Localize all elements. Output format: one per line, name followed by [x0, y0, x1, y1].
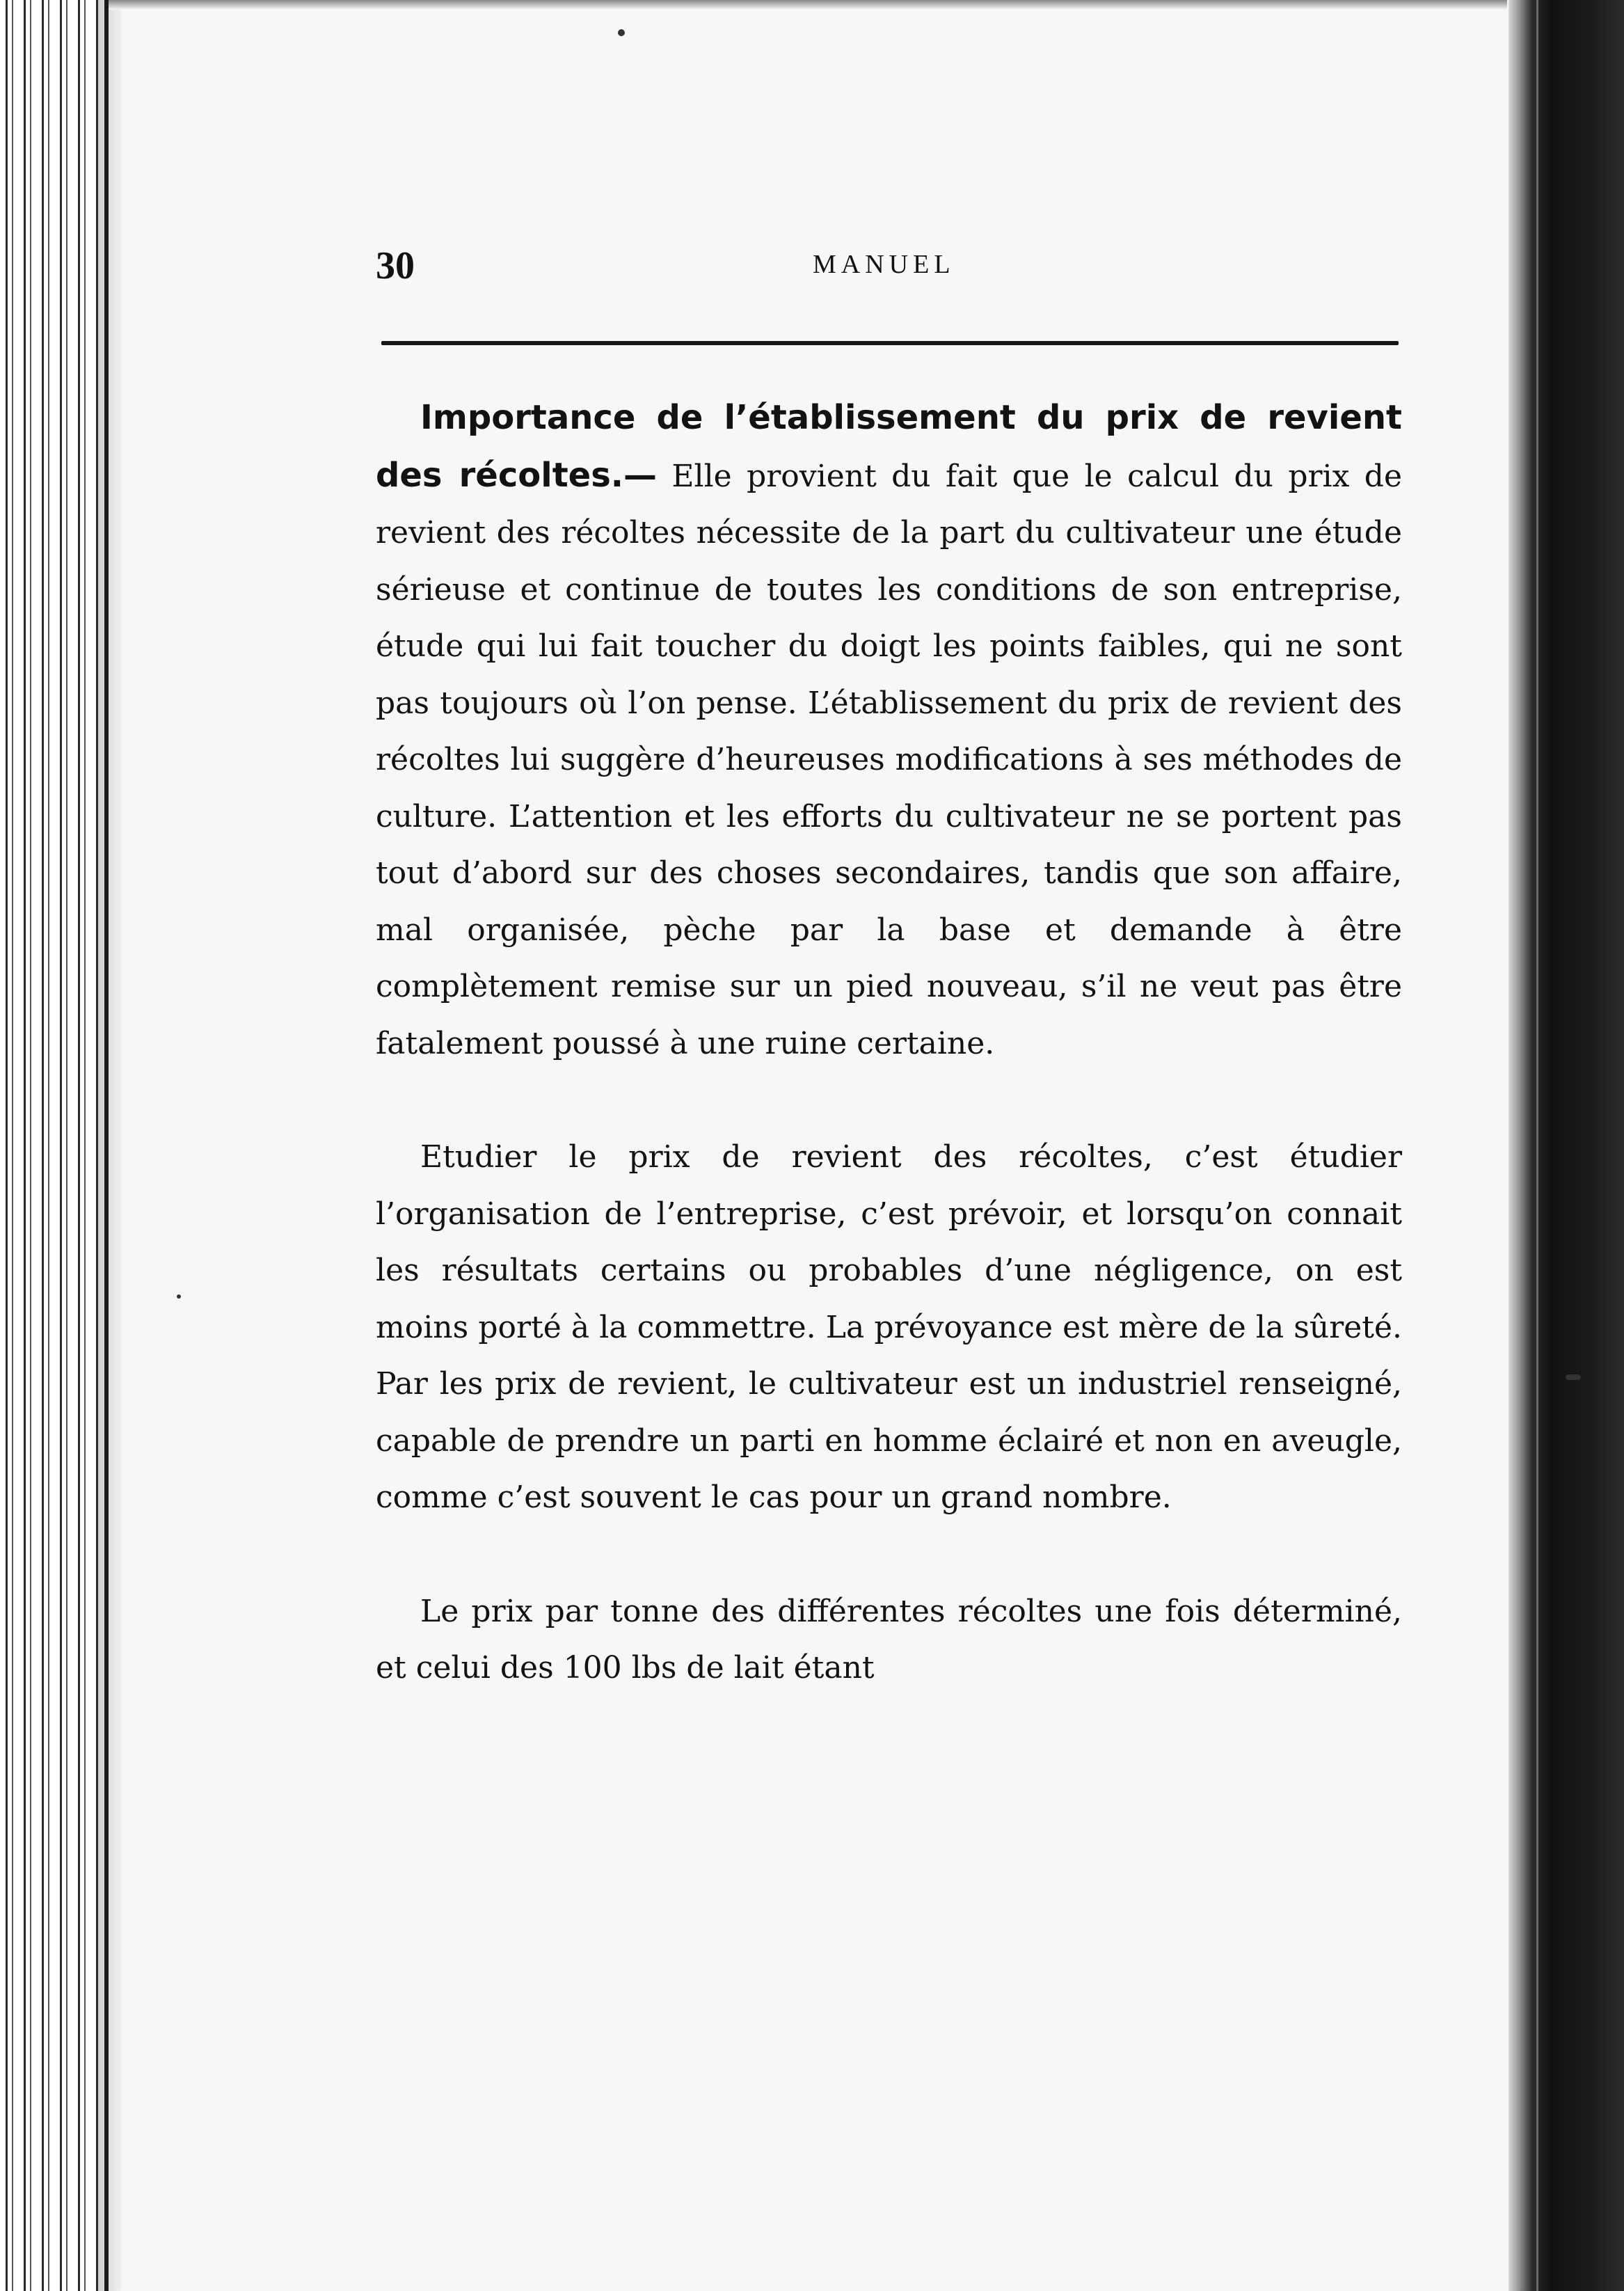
paragraph-1-text: Elle provient du fait que le calcul du prix de revient des récoltes nécessite de la part du cultivateur une étude sérieuse et continue de toutes les conditions de son entreprise, étude qui lui fait toucher du doigt les points faibles, qui ne sont pas toujours où l’on pense. L’établissement du prix de revient des récoltes lui suggère d’heureuses modifications à ses méthodes de culture. L’attention et les efforts du cultivateur ne se portent pas tout d’abord sur des choses secondaires, tandis que son affaire, mal organisée, pèche par la base et demande à être complètement remise sur un pied nouveau, s’il ne veut pas être fatalement poussé à une ruine certaine. [376, 458, 1403, 1061]
paragraph-3: Le prix par tonne des différentes récoltes une fois déterminé, et celui des 100 lbs de lait étant [376, 1593, 1402, 1686]
scan-speck [1566, 1374, 1581, 1380]
page-number: 30 [376, 244, 415, 287]
page-content [376, 230, 1402, 299]
running-head [376, 230, 1402, 299]
header-rule [381, 341, 1399, 345]
scan-speck [618, 29, 625, 36]
section-heading: Importance de l’établissement du prix de revient des récoltes.— [376, 398, 1402, 495]
running-title: MANUEL [813, 250, 955, 279]
body-text [376, 390, 1402, 1697]
top-shadow [109, 0, 1507, 10]
left-page-edges [0, 0, 122, 2291]
right-page-edge [1508, 0, 1624, 2291]
left-binding-line [104, 0, 109, 2291]
paragraph-1 [376, 390, 1402, 1072]
scan-speck [177, 1294, 181, 1299]
paragraph-2: Etudier le prix de revient des récoltes, c’est étudier l’organisation de l’entreprise, c’est prévoir, et lorsqu’on connait les résultats certains ou probables d’une négligence, on est moins porté à la commettre. La prévoyance est mère de la sûreté. Par les prix de revient, le cultivateur est un industriel renseigné, capable de prendre un parti en homme éclairé et non en aveugle, comme c’est souvent le cas pour un grand nombre. [376, 1139, 1402, 1515]
